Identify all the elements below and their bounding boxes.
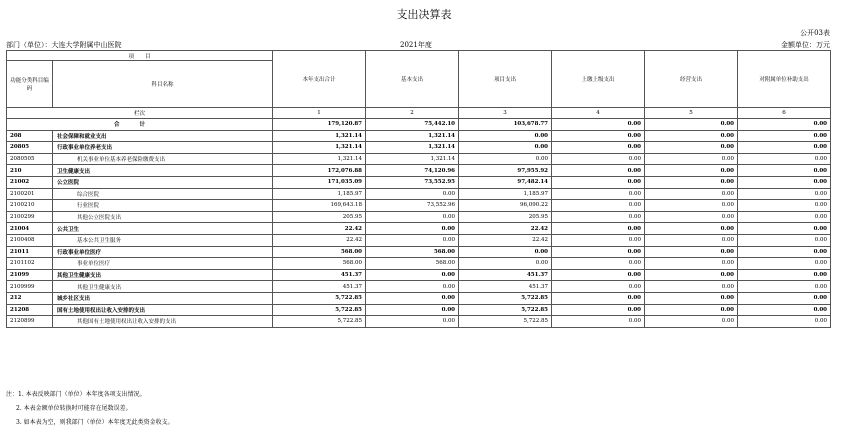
col-number: 5 [645, 108, 738, 119]
row-code: 21208 [7, 304, 53, 316]
row-value: 0.00 [552, 246, 645, 258]
row-value: 22.42 [459, 234, 552, 246]
row-value: 1,321.14 [273, 153, 366, 165]
row-value: 0.00 [738, 316, 831, 328]
expenditure-table [6, 50, 831, 328]
col-number: 6 [738, 108, 831, 119]
row-value: 0.00 [738, 153, 831, 165]
row-value: 97,955.92 [459, 165, 552, 177]
row-value: 451.37 [459, 281, 552, 293]
row-name: 行业医院 [53, 200, 273, 212]
row-name: 其他国有土地使用权出让收入安排的支出 [53, 316, 273, 328]
total-value: 103,678.77 [459, 119, 552, 131]
row-value: 22.42 [459, 223, 552, 235]
row-value: 0.00 [645, 130, 738, 142]
row-code: 21002 [7, 176, 53, 188]
row-value: 0.00 [552, 234, 645, 246]
row-value: 0.00 [552, 316, 645, 328]
row-value: 0.00 [738, 246, 831, 258]
row-name: 公立医院 [53, 176, 273, 188]
row-value: 0.00 [645, 304, 738, 316]
row-value: 1,321.14 [366, 130, 459, 142]
row-value: 0.00 [738, 258, 831, 270]
row-name: 行政事业单位养老支出 [53, 142, 273, 154]
row-value: 0.00 [552, 188, 645, 200]
row-name: 其他卫生健康支出 [53, 269, 273, 281]
row-value: 0.00 [738, 188, 831, 200]
table-row [7, 258, 831, 270]
row-value: 0.00 [366, 269, 459, 281]
row-value: 1,185.97 [273, 188, 366, 200]
table-row [7, 211, 831, 223]
row-value: 0.00 [738, 211, 831, 223]
row-value: 568.00 [366, 246, 459, 258]
col-number: 4 [552, 108, 645, 119]
col-number: 1 [273, 108, 366, 119]
item-group-header: 项 目 [7, 51, 273, 61]
col-header: 经营支出 [645, 51, 738, 108]
code-col-header: 功能分类科目编码 [7, 61, 53, 108]
row-value: 0.00 [552, 223, 645, 235]
row-value: 0.00 [552, 269, 645, 281]
row-value: 0.00 [366, 188, 459, 200]
row-value: 5,722.85 [273, 292, 366, 304]
row-value: 1,321.14 [273, 142, 366, 154]
row-value: 0.00 [738, 292, 831, 304]
lanci-label: 栏次 [7, 108, 273, 119]
form-number: 公开03表 [800, 29, 830, 37]
row-name: 国有土地使用权出让收入安排的支出 [53, 304, 273, 316]
table-row [7, 269, 831, 281]
col-header: 本年支出合计 [273, 51, 366, 108]
row-name: 其他公立医院支出 [53, 211, 273, 223]
row-value: 73,552.95 [366, 176, 459, 188]
table-row [7, 292, 831, 304]
row-value: 568.00 [366, 258, 459, 270]
row-value: 22.42 [273, 223, 366, 235]
row-code: 2100299 [7, 211, 53, 223]
total-value: 179,120.87 [273, 119, 366, 131]
row-name: 行政事业单位医疗 [53, 246, 273, 258]
row-value: 568.00 [273, 258, 366, 270]
table-row [7, 223, 831, 235]
row-value: 0.00 [552, 211, 645, 223]
row-value: 0.00 [366, 281, 459, 293]
table-row [7, 130, 831, 142]
row-value: 0.00 [366, 292, 459, 304]
row-value: 0.00 [552, 130, 645, 142]
col-number: 3 [459, 108, 552, 119]
total-value: 0.00 [738, 119, 831, 131]
col-header: 基本支出 [366, 51, 459, 108]
row-value: 0.00 [738, 130, 831, 142]
row-code: 2109999 [7, 281, 53, 293]
row-value: 1,185.97 [459, 188, 552, 200]
row-name: 机关事业单位基本养老保险缴费支出 [53, 153, 273, 165]
row-value: 0.00 [645, 176, 738, 188]
row-value: 0.00 [645, 200, 738, 212]
unit-label: 金额单位：万元 [781, 41, 830, 49]
row-value: 0.00 [645, 188, 738, 200]
note-item: 3. 如本表为空，则我部门（单位）本年度无此类资金收支。 [16, 419, 174, 426]
row-value: 451.37 [273, 269, 366, 281]
row-value: 205.95 [273, 211, 366, 223]
row-value: 0.00 [645, 165, 738, 177]
row-value: 0.00 [366, 316, 459, 328]
total-value: 0.00 [552, 119, 645, 131]
row-value: 172,076.88 [273, 165, 366, 177]
col-header: 对附属单位补助支出 [738, 51, 831, 108]
row-value: 169,643.18 [273, 200, 366, 212]
table-row [7, 281, 831, 293]
row-value: 451.37 [273, 281, 366, 293]
row-value: 1,321.14 [366, 142, 459, 154]
row-value: 0.00 [552, 142, 645, 154]
table-row [7, 188, 831, 200]
note-item: 注：1. 本表反映部门（单位）本年度各项支出情况。 [6, 391, 146, 398]
row-code: 2100210 [7, 200, 53, 212]
row-code: 2120899 [7, 316, 53, 328]
table-row [7, 142, 831, 154]
row-value: 22.42 [273, 234, 366, 246]
row-name: 其他卫生健康支出 [53, 281, 273, 293]
row-value: 0.00 [645, 223, 738, 235]
row-value: 5,722.85 [273, 316, 366, 328]
row-value: 0.00 [459, 258, 552, 270]
total-row [7, 119, 831, 131]
row-value: 1,321.14 [273, 130, 366, 142]
row-value: 96,090.22 [459, 200, 552, 212]
row-value: 0.00 [645, 292, 738, 304]
row-value: 5,722.85 [273, 304, 366, 316]
row-name: 基本公共卫生服务 [53, 234, 273, 246]
table-row [7, 316, 831, 328]
table-row [7, 200, 831, 212]
row-code: 21004 [7, 223, 53, 235]
row-value: 0.00 [552, 165, 645, 177]
row-code: 212 [7, 292, 53, 304]
row-value: 0.00 [552, 153, 645, 165]
row-name: 综合医院 [53, 188, 273, 200]
row-code: 208 [7, 130, 53, 142]
row-value: 0.00 [738, 281, 831, 293]
table-row [7, 165, 831, 177]
row-value: 0.00 [738, 304, 831, 316]
row-value: 0.00 [459, 153, 552, 165]
total-value: 0.00 [645, 119, 738, 131]
row-value: 0.00 [645, 269, 738, 281]
row-value: 0.00 [459, 142, 552, 154]
row-value: 73,552.96 [366, 200, 459, 212]
page-title: 支出决算表 [396, 8, 452, 21]
row-value: 205.95 [459, 211, 552, 223]
department-label: 部门（单位）：大连大学附属中山医院 [6, 41, 122, 49]
col-header: 项目支出 [459, 51, 552, 108]
row-value: 5,722.85 [459, 292, 552, 304]
row-name: 公共卫生 [53, 223, 273, 235]
row-value: 0.00 [552, 258, 645, 270]
row-value: 0.00 [459, 246, 552, 258]
row-value: 0.00 [366, 234, 459, 246]
table-row [7, 153, 831, 165]
row-value: 0.00 [645, 316, 738, 328]
year-label: 2021年度 [400, 41, 432, 49]
row-value: 74,120.96 [366, 165, 459, 177]
row-value: 0.00 [645, 211, 738, 223]
table-row [7, 176, 831, 188]
col-header: 上缴上级支出 [552, 51, 645, 108]
notes [6, 388, 174, 430]
row-value: 0.00 [645, 234, 738, 246]
name-col-header: 科目名称 [53, 61, 273, 108]
row-value: 0.00 [738, 200, 831, 212]
row-value: 0.00 [366, 223, 459, 235]
row-value: 5,722.85 [459, 304, 552, 316]
row-value: 0.00 [738, 142, 831, 154]
table-row [7, 304, 831, 316]
row-code: 21011 [7, 246, 53, 258]
row-code: 21099 [7, 269, 53, 281]
row-value: 0.00 [552, 200, 645, 212]
row-value: 0.00 [645, 142, 738, 154]
row-value: 0.00 [366, 211, 459, 223]
row-value: 0.00 [738, 165, 831, 177]
row-value: 0.00 [366, 304, 459, 316]
table-row [7, 246, 831, 258]
row-value: 1,321.14 [366, 153, 459, 165]
col-number: 2 [366, 108, 459, 119]
row-value: 0.00 [738, 269, 831, 281]
row-code: 2100201 [7, 188, 53, 200]
row-code: 2101102 [7, 258, 53, 270]
row-code: 2080505 [7, 153, 53, 165]
row-value: 0.00 [459, 130, 552, 142]
total-value: 75,442.10 [366, 119, 459, 131]
row-value: 451.37 [459, 269, 552, 281]
table-row [7, 234, 831, 246]
row-value: 97,482.14 [459, 176, 552, 188]
row-value: 568.00 [273, 246, 366, 258]
row-name: 卫生健康支出 [53, 165, 273, 177]
row-value: 171,035.09 [273, 176, 366, 188]
row-value: 5,722.85 [459, 316, 552, 328]
row-code: 2100408 [7, 234, 53, 246]
row-value: 0.00 [552, 292, 645, 304]
row-value: 0.00 [552, 304, 645, 316]
row-value: 0.00 [738, 223, 831, 235]
row-value: 0.00 [645, 281, 738, 293]
row-name: 事业单位医疗 [53, 258, 273, 270]
total-label: 合计 [7, 119, 273, 131]
row-value: 0.00 [645, 246, 738, 258]
row-value: 0.00 [645, 153, 738, 165]
row-value: 0.00 [645, 258, 738, 270]
note-item: 2. 本表金额单位转换时可能存在尾数误差。 [16, 405, 132, 412]
row-code: 20805 [7, 142, 53, 154]
row-value: 0.00 [738, 176, 831, 188]
row-name: 社会保障和就业支出 [53, 130, 273, 142]
row-value: 0.00 [552, 176, 645, 188]
row-value: 0.00 [552, 281, 645, 293]
row-value: 0.00 [738, 234, 831, 246]
row-name: 城乡社区支出 [53, 292, 273, 304]
row-code: 210 [7, 165, 53, 177]
